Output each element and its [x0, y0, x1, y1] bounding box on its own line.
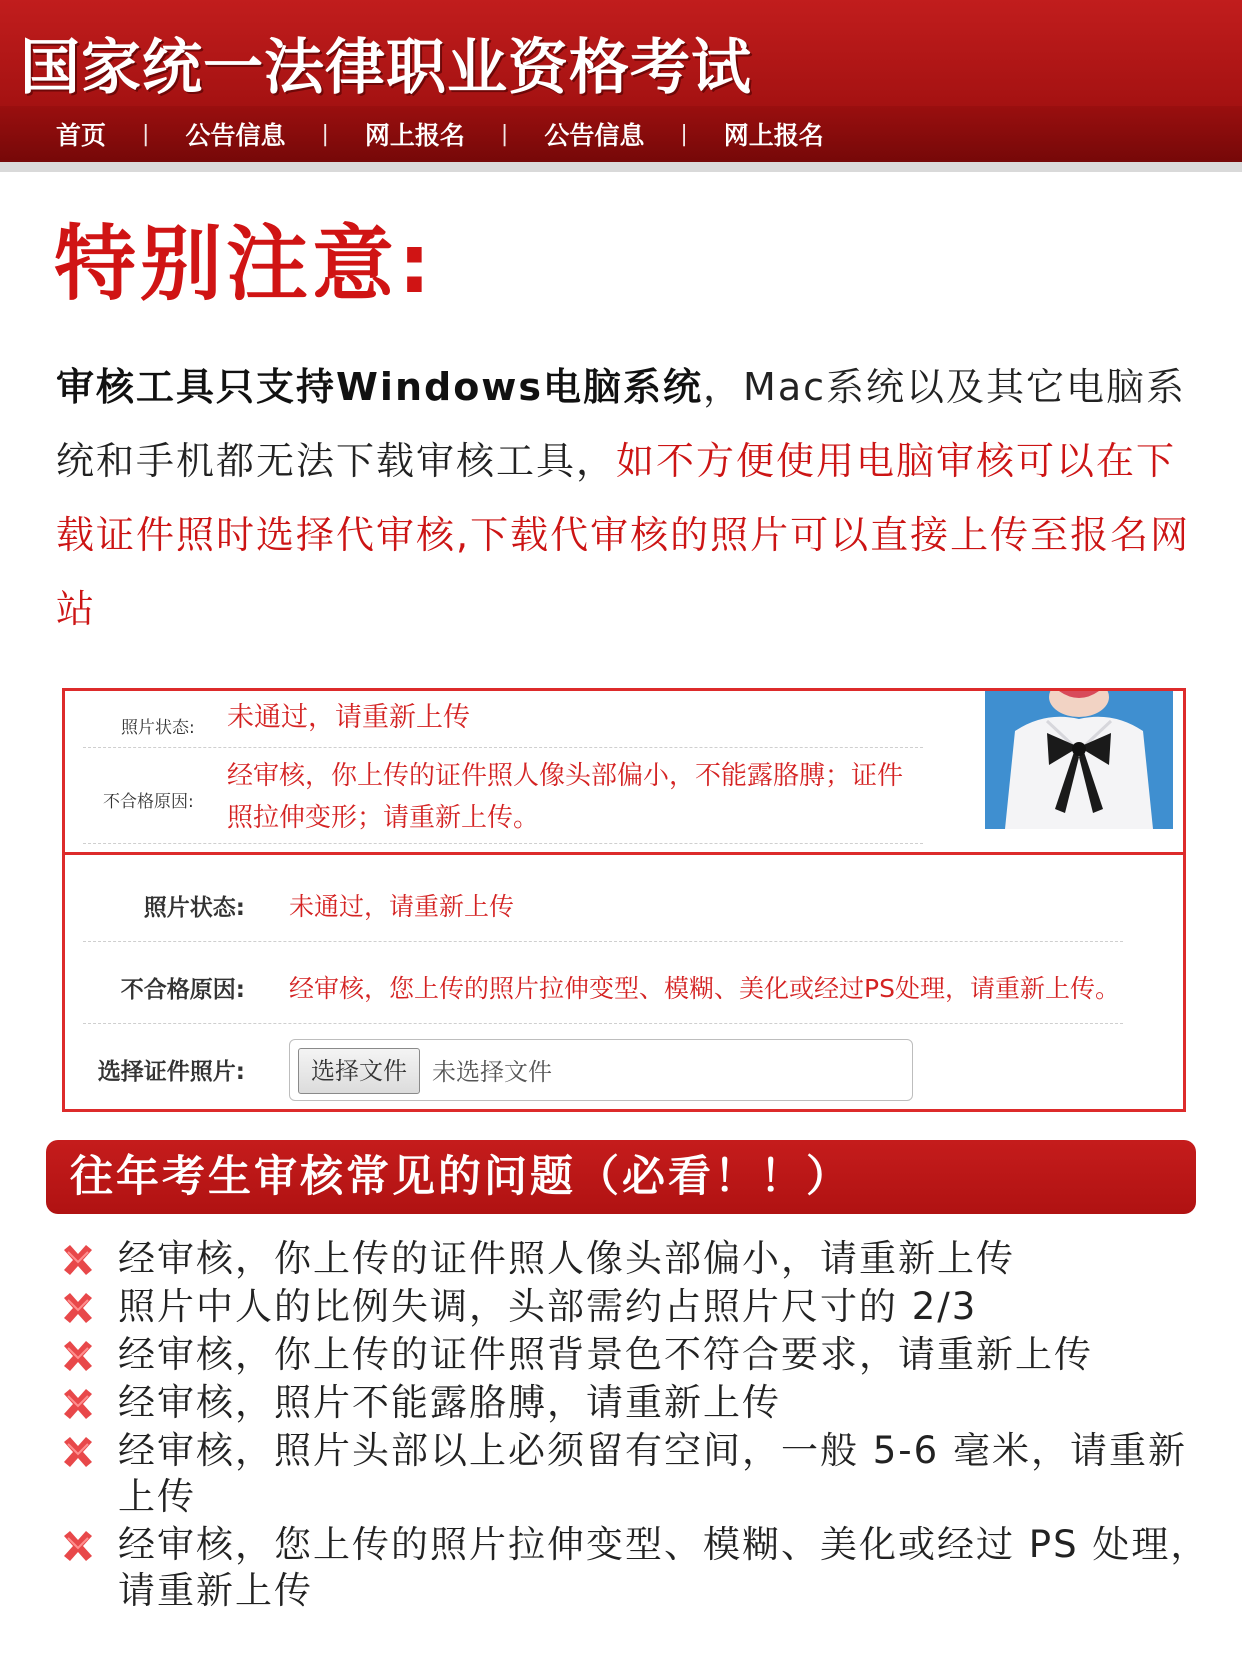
red-cross-icon: [60, 1434, 96, 1470]
intro-normal-text: ，Mac系统以及其它电脑系统和手机都无法下载审核工具，: [56, 365, 1186, 483]
issue-text: 经审核，你上传的证件照人像头部偏小，请重新上传: [118, 1237, 1015, 1280]
photo-status-value: 未通过，请重新上传: [289, 892, 515, 921]
photo-status-value: 未通过，请重新上传: [227, 702, 470, 733]
reject-reason-value: 经审核，你上传的证件照人像头部偏小，不能露胳膊；证件照拉伸变形；请重新上传。: [227, 761, 904, 833]
file-upload-input[interactable]: [289, 1039, 913, 1101]
intro-red-text: 如不方便使用电脑审核可以在下载证件照时选择代审核,下载代审核的照片可以直接上传至报名网站: [56, 439, 1191, 631]
site-title: 国家统一法律职业资格考试: [20, 33, 752, 103]
nav-item-announcements[interactable]: 公告信息: [185, 121, 286, 150]
intro-bold-text: 审核工具只支持Windows电脑系统: [56, 365, 704, 409]
issue-text: 照片中人的比例失调，头部需约占照片尺寸的 2/3: [118, 1285, 978, 1328]
list-item: [60, 1522, 1210, 1614]
list-item: [60, 1380, 1210, 1426]
photo-status-label: 照片状态:: [121, 718, 195, 738]
red-cross-icon: [60, 1290, 96, 1326]
choose-photo-label: 选择证件照片:: [97, 1059, 245, 1085]
issue-text: 经审核，照片不能露胳膊，请重新上传: [118, 1381, 781, 1424]
review-result-panel-2: [62, 852, 1186, 1112]
header-banner: [0, 0, 1242, 172]
common-issues-heading: [46, 1140, 1196, 1214]
attention-intro: [56, 350, 1196, 646]
id-photo-image: [985, 691, 1173, 829]
red-cross-icon: [60, 1528, 96, 1564]
issue-text: 经审核，照片头部以上必须留有空间，一般 5-6 毫米，请重新上传: [118, 1429, 1187, 1518]
red-cross-icon: [60, 1338, 96, 1374]
divider: [83, 941, 1123, 942]
review-result-panel-1: [62, 688, 1186, 852]
reject-reason-label: 不合格原因:: [103, 792, 194, 812]
file-status-text: 未选择文件: [432, 1058, 552, 1086]
photo-status-label: 照片状态:: [143, 895, 245, 921]
choose-file-button[interactable]: 选择文件: [298, 1048, 420, 1094]
issue-text: 经审核，你上传的证件照背景色不符合要求，请重新上传: [118, 1333, 1093, 1376]
nav-separator: |: [680, 121, 688, 147]
nav-item-home[interactable]: 首页: [56, 121, 107, 150]
list-item: [60, 1236, 1210, 1282]
red-cross-icon: [60, 1386, 96, 1422]
issue-text: 经审核，您上传的照片拉伸变型、模糊、美化或经过 PS 处理，请重新上传: [118, 1523, 1210, 1612]
nav-separator: |: [500, 121, 509, 147]
reject-reason-label: 不合格原因:: [120, 977, 245, 1003]
common-issues-heading-text: 往年考生审核常见的问题（必看！！）: [70, 1152, 852, 1202]
list-item: [60, 1284, 1210, 1330]
divider: [83, 747, 923, 748]
nav-separator: |: [142, 121, 150, 147]
nav-separator: |: [321, 121, 329, 147]
red-cross-icon: [60, 1242, 96, 1278]
nav-item-online-registration-2[interactable]: 网上报名: [723, 121, 824, 150]
divider: [83, 843, 923, 844]
divider: [83, 1023, 1123, 1024]
nav-item-announcements-2[interactable]: 公告信息: [544, 121, 645, 150]
list-item: [60, 1332, 1210, 1378]
common-issues-list: [60, 1236, 1210, 1616]
nav-bar: [0, 106, 1242, 172]
reject-reason-value: 经审核，您上传的照片拉伸变型、模糊、美化或经过PS处理，请重新上传。: [289, 974, 1120, 1003]
nav-item-online-registration[interactable]: 网上报名: [364, 121, 465, 150]
list-item: [60, 1428, 1210, 1520]
attention-heading: 特别注意:: [54, 217, 435, 312]
